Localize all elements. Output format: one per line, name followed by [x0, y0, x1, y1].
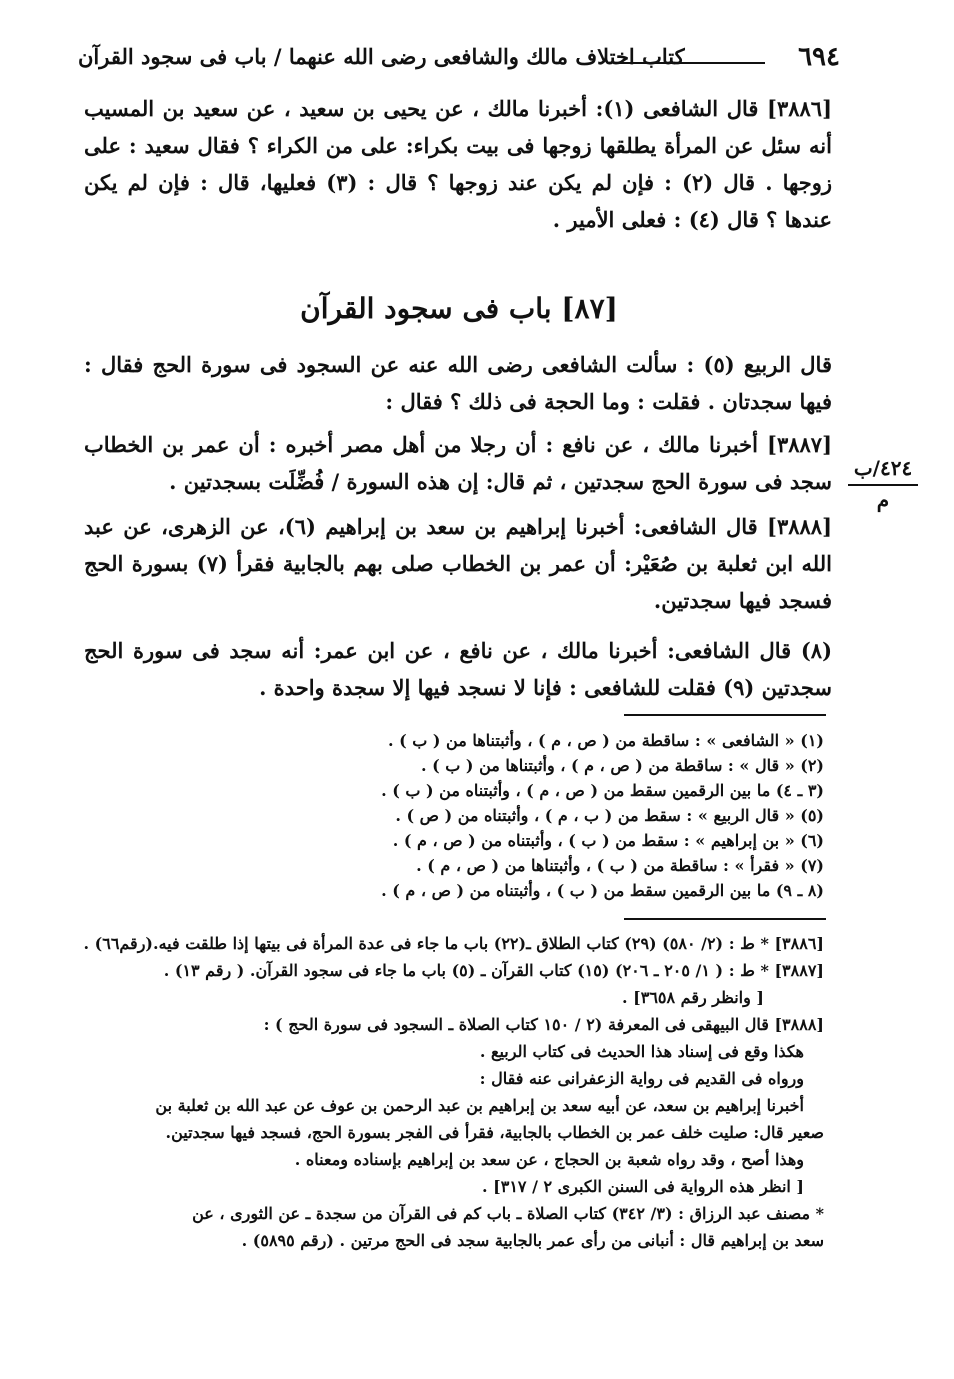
shafii-final-paragraph: (٨) قال الشافعى: أخبرنا مالك ، عن نافع ، عن ابن عمر: أنه سجد فى سورة الحج سجدتين (٩) فقلت للشافعى : فإنا لا نسجد فيها إلا سجدة واحدة . — [84, 638, 832, 700]
note-abd-al-razzaq-cont: سعد بن إبراهيم قال : أنبانى من رأى عمر بالجابية سجد فى الحج مرتين . (رقم ٥٨٩٥) . — [241, 1231, 824, 1250]
note-3888-line: أخبرنا إبراهيم بن سعد، عن أبيه سعد بن إبراهيم بن عبد الرحمن بن عوف عن عبد الله بن ثعلبة بن — [155, 1096, 804, 1115]
margin-ref-folio: ٤٢٤/ب — [853, 456, 913, 480]
note-abd-al-razzaq: * مصنف عبد الرزاق : (٣/ ٣٤٢) كتاب الصلاة ـ باب كم فى القرآن من سجدة ـ عن الثورى ، عن — [192, 1204, 824, 1223]
hadith-3888: [٣٨٨٨] قال الشافعى: أخبرنا إبراهيم بن سعد بن إبراهيم (٦)، عن الزهرى، عن عبد الله ابن ثعلبة بن صُعَيْر: أن عمر بن الخطاب صلى بهم بالجابية فقرأ (٧) بسورة الحج فسجد فيها سجدتين. — [84, 514, 832, 613]
footnote-item: (١) « الشافعى » : ساقطة من ( ص ، م ) ، وأثبتناها من ( ب ) . — [387, 731, 824, 750]
page-number: ٦٩٤ — [798, 42, 840, 72]
note-3887-see-also: [ وانظر رقم ٣٦٥٨] . — [622, 988, 764, 1007]
footnote-item: (٣ ـ ٤) ما بين الرقمين سقط من ( ص ، م ) ، وأثبتناه من ( ب ) . — [381, 781, 824, 800]
note-3888-line: صعير قال: صليت خلف عمر بن الخطاب بالجابية، فقرأ فى الفجر بسورة الحج، فسجد فيها سجدتين. — [165, 1123, 824, 1142]
running-title: كتاب اختلاف مالك والشافعى رضى الله عنهما / باب فى سجود القرآن — [78, 44, 685, 69]
running-header — [78, 40, 840, 78]
variant-footnotes — [124, 728, 824, 903]
note-3888-line: [ انظر هذه الرواية فى السنن الكبرى ٢ / ٣١٧] . — [482, 1177, 804, 1196]
footnote-item: (٧) « فقرأ » : ساقطة من ( ب ) ، وأثبتناها من ( ص ، م ) . — [416, 856, 824, 875]
margin-ref-siglum: م — [876, 488, 890, 512]
note-3886: [٣٨٨٦] * ط : (٢/ ٥٨٠) (٢٩) كتاب الطلاق ـ(٢٢) باب ما جاء فى عدة المرأة فى بيتها إذا طلقت فيه.(رقم٦٦) . — [83, 934, 824, 953]
note-3888-line: هكذا وقع فى إسناد هذا الحديث فى كتاب الربيع . — [479, 1042, 804, 1061]
footnote-separator — [624, 714, 826, 716]
chapter-heading: [٨٧] باب فى سجود القرآن — [300, 292, 618, 325]
note-3888-line: ورواه فى القديم فى رواية الزعفرانى عنه فقال : — [479, 1069, 804, 1088]
note-3888: [٣٨٨٨] قال البيهقى فى المعرفة (٢ / ١٥٠ كتاب الصلاة ـ السجود فى سورة الحج ) : — [263, 1015, 824, 1034]
footnote-item: (٥) « قال الربيع » : سقط من ( ب ، م ) ، وأثبتناه من ( ص ) . — [395, 806, 824, 825]
footnote-item: (٨ ـ ٩) ما بين الرقمين سقط من ( ب ) ، وأثبتناه من ( ص ، م ) . — [381, 881, 824, 900]
notes-separator — [624, 918, 826, 920]
takhrij-notes — [64, 930, 824, 1254]
margin-ref-rule — [848, 484, 918, 486]
manuscript-margin-ref — [848, 456, 918, 512]
note-3888-line: وهذا أصح ، وقد رواه شعبة بن الحجاج ، عن سعد بن إبراهيم بإسناده ومعناه . — [294, 1150, 804, 1169]
rabi-question: قال الربيع (٥) : سألت الشافعى رضى الله عنه عن السجود فى سورة الحج فقال : فيها سجدتان . فقلت : وما الحجة فى ذلك ؟ فقال : — [84, 352, 832, 414]
footnote-item: (٢) « قال » : ساقطة من ( ص ، م ) ، وأثبتناها من ( ب ) . — [421, 756, 824, 775]
hadith-3887: [٣٨٨٧] أخبرنا مالك ، عن نافع : أن رجلا من أهل مصر أخبره : أن عمر بن الخطاب سجد فى سورة الحج سجدتين ، ثم قال: إن هذه السورة / فُضِّلَت بسجدتين . — [84, 432, 832, 494]
footnote-item: (٦) « بن إبراهيم » : سقط من ( ب ) ، وأثبتناه من ( ص ، م ) . — [392, 831, 824, 850]
note-3887: [٣٨٨٧] * ط : ( ١/ ٢٠٥ ـ ٢٠٦) (١٥) كتاب القرآن ـ (٥) باب ما جاء فى سجود القرآن. ( رقم ١٣) . — [163, 961, 824, 980]
hadith-3886: [٣٨٨٦] قال الشافعى (١): أخبرنا مالك ، عن يحيى بن سعيد ، عن سعيد بن المسيب أنه سئل عن المرأة يطلقها زوجها فى بيت بكراء: على من الكراء ؟ فقال سعيد : على زوجها . قال (٢) : فإن لم يكن عند زوجها ؟ قال : (٣) فعليها، قال : فإن لم يكن عندها ؟ قال (٤) : فعلى الأمير . — [84, 96, 832, 232]
